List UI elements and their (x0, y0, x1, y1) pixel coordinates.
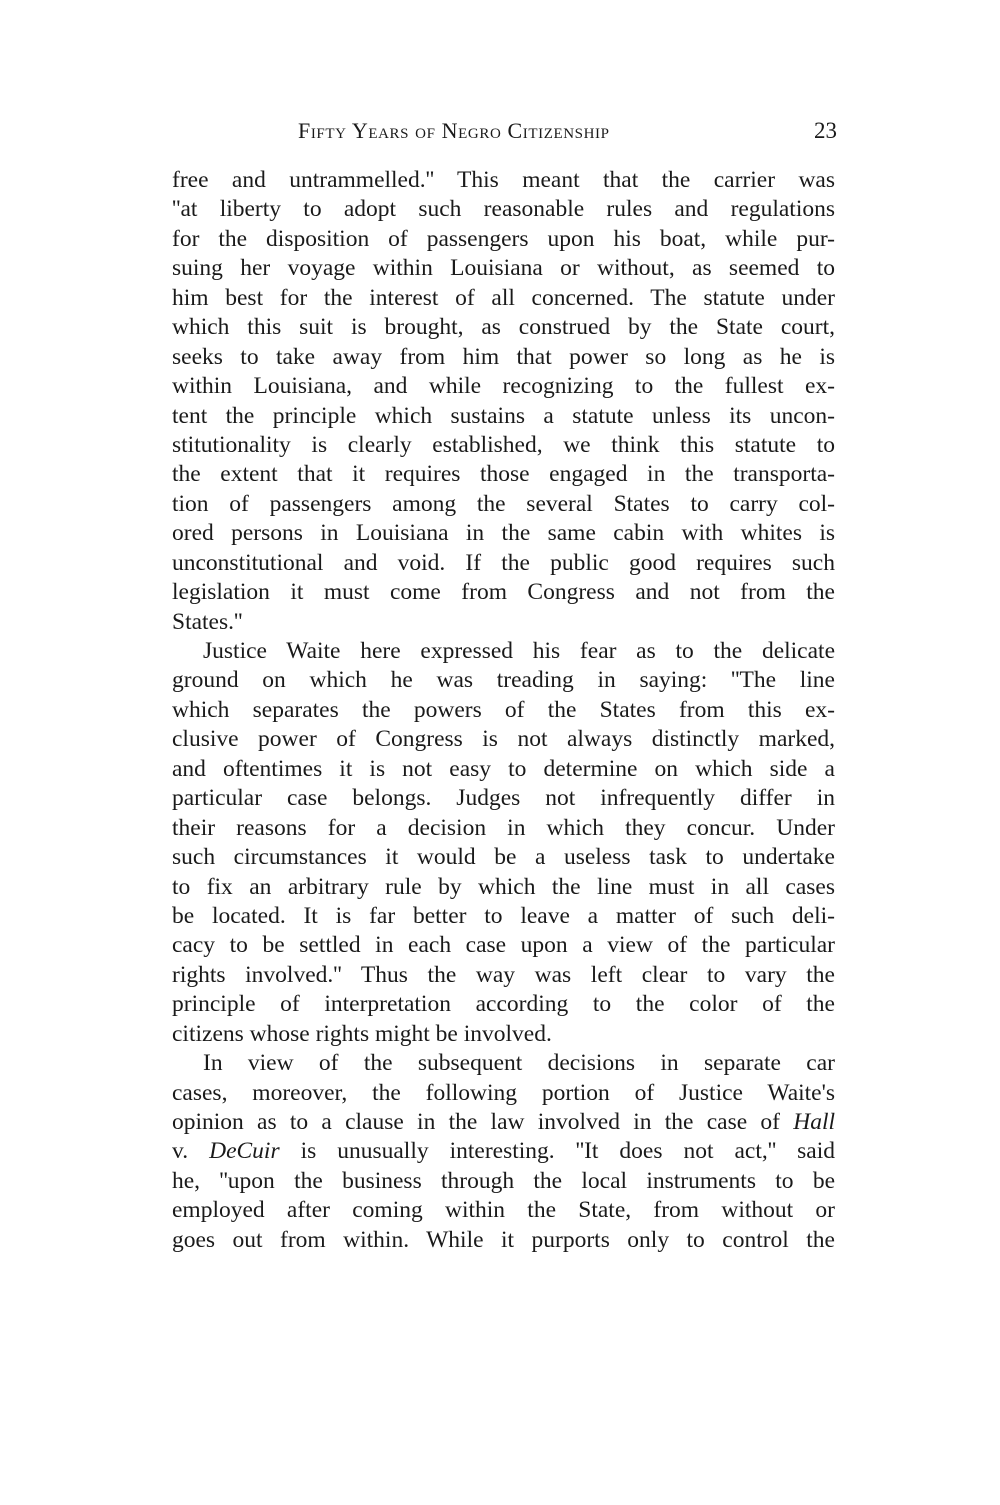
text-line: States.'' (172, 608, 243, 635)
text-line: employed after coming within the State, from without or (172, 1197, 835, 1224)
text-line: within Louisiana, and while recognizing to the fullest ex- (172, 373, 835, 400)
text-line: cases, moreover, the following portion of Justice Waite's (172, 1079, 835, 1106)
text-line: particular case belongs. Judges not infrequently differ in (172, 785, 835, 812)
text-line: unconstitutional and void. If the public good requires such (172, 549, 835, 576)
text-line: for the disposition of passengers upon his boat, while pur- (172, 225, 835, 252)
text-line: stitutionality is clearly established, we think this statute to (172, 431, 835, 458)
text-line: citizens whose rights might be involved. (172, 1020, 552, 1047)
text-line (172, 1108, 835, 1137)
text-line: seeks to take away from him that power so long as he is (172, 343, 835, 370)
case-name-italic: Hall (793, 1109, 835, 1135)
text-line: tent the principle which sustains a statute unless its uncon- (172, 402, 835, 429)
text-line: and oftentimes it is not easy to determine on which side a (172, 755, 835, 782)
line-text: v. (172, 1138, 189, 1165)
text-line: be located. It is far better to leave a matter of such deli- (172, 902, 835, 929)
line-text: opinion as to a clause in the law involved in the case of (172, 1109, 780, 1135)
text-line: such circumstances it would be a useless task to undertake (172, 844, 835, 871)
text-line: to fix an arbitrary rule by which the line must in all cases (172, 873, 835, 900)
text-line: legislation it must come from Congress and not from the (172, 579, 835, 606)
text-line: the extent that it requires those engaged in the transporta- (172, 461, 835, 488)
text-line: free and untrammelled.'' This meant that the carrier was (172, 167, 835, 193)
text-line: In view of the subsequent decisions in separate car (203, 1050, 835, 1077)
case-name-italic: DeCuir (209, 1138, 280, 1165)
text-line: tion of passengers among the several States to carry col- (172, 490, 835, 517)
text-line: which this suit is brought, as construed by the State court, (172, 314, 835, 341)
line-text: is unusually interesting. ''It does not act,'' said (300, 1138, 836, 1165)
text-line: rights involved.'' Thus the way was left clear to vary the (172, 961, 835, 988)
text-line: Justice Waite here expressed his fear as to the delicate (203, 638, 835, 664)
text-line: goes out from within. While it purports only to control the (172, 1226, 835, 1253)
paragraph-carrier-rules (172, 166, 835, 637)
page-number: 23 (814, 118, 837, 143)
text-line: ground on which he was treading in saying: ''The line (172, 667, 835, 694)
text-line: him best for the interest of all concerned. The statute under (172, 284, 835, 311)
text-line: ''at liberty to adopt such reasonable rules and regulations (172, 196, 835, 223)
running-title: Fifty Years of Negro Citizenship (298, 118, 610, 143)
paragraph-justice-waite (172, 637, 835, 1049)
text-line: clusive power of Congress is not always distinctly marked, (172, 726, 835, 753)
paragraph-hall-v-decuir (172, 1049, 835, 1255)
text-body (172, 166, 835, 1255)
text-line: suing her voyage within Louisiana or without, as seemed to (172, 255, 835, 282)
text-line: their reasons for a decision in which they concur. Under (172, 814, 835, 841)
page-header (172, 118, 837, 150)
text-line (172, 1137, 835, 1166)
text-line: cacy to be settled in each case upon a view of the particular (172, 932, 835, 959)
text-line: ored persons in Louisiana in the same cabin with whites is (172, 520, 835, 547)
text-line: he, ''upon the business through the local instruments to be (172, 1167, 835, 1194)
text-line: which separates the powers of the States from this ex- (172, 696, 835, 723)
text-line: principle of interpretation according to the color of the (172, 991, 835, 1018)
